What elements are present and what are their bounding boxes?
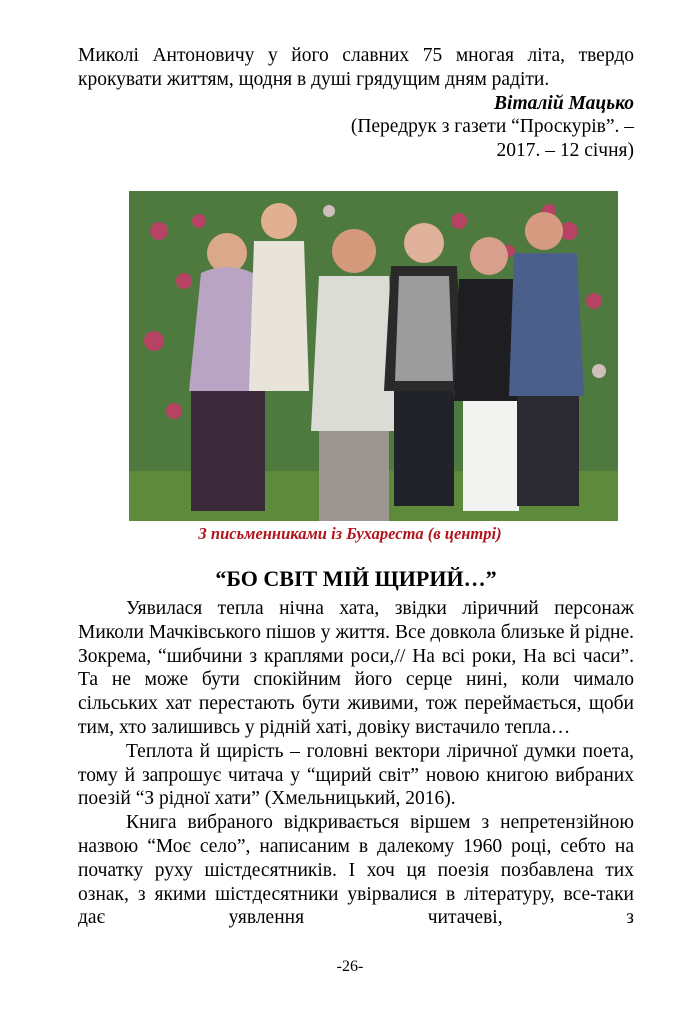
paragraph: Теплота й щирість – головні вектори ліричної думки поета, тому й запрошує читача у “щирий світ” новою книгою вибраних поезій “З рідної хати” (Хмельницький, 2016). [78,740,634,810]
top-line-1: Миколі Антоновичу у його славних 75 многая літа, твердо [78,45,634,66]
author-signature: Віталій Мацько [494,92,634,114]
section-title: “БО СВІТ МІЙ ЩИРИЙ…” [215,566,497,591]
photo-caption: З письменниками із Бухареста (в центрі) [198,524,502,543]
group-photo-illustration [129,191,618,521]
reprint-note-line2: 2017. – 12 січня) [496,140,634,162]
paragraph: Уявилася тепла нічна хата, звідки ліричний персонаж Миколи Мачківського пішов у життя. Все довкола близьке й рідне. Зокрема, “шибчини з краплями роси,// На всі роки, На всі часи”. Та не може бути спокійним його серце нині, коли чимало сільських хат перестають бути живими, тож переймається, щоби тим, хто залишивсь у рідній хаті, довіку вистачило тепла… [78,598,634,738]
section-body [78,597,634,930]
top-line-2: крокувати життям, щодня в душі грядущим дням радіти. [78,68,550,90]
reprint-note-line1: (Передрук з газети “Проскурів”. – [350,116,634,138]
group-photo [129,191,618,521]
paragraph: Книга вибраного відкривається віршем з непретензійною назвою “Моє село”, написаним в далекому 1960 році, себто на початку руху шістдесятників. І хоч ця поезія позбавлена тих ознак, з якими шістдесятники увірвалися в літературу, все-таки дає уявлення читачеві, з [78,812,634,929]
page-number: -26- [336,958,364,975]
top-text-block [78,44,634,163]
